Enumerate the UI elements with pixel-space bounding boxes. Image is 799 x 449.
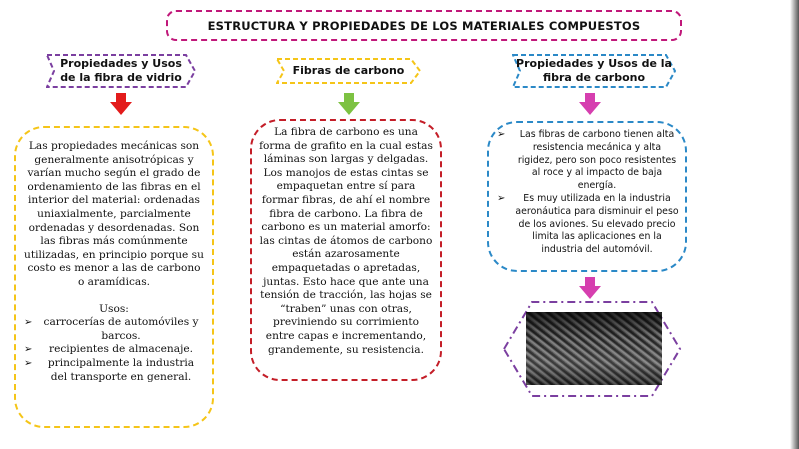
arrow-down-icon: [579, 93, 601, 115]
tag-label: Propiedades y Usos de la fibra de vidrio: [60, 57, 182, 84]
tag-label: Fibras de carbono: [292, 64, 405, 77]
card-usos-fibra-carbono: [487, 121, 687, 272]
arrow-down-icon: [579, 277, 601, 299]
fibras-carbono-description: La fibra de carbono es una forma de grafito en la cual estas láminas son largas y delgadas. Los manojos de estas cintas se empaquetan entre sí para formar fibras, de ahí el nombre fibra de carbono. La fibra de carbono es un material amorfo: las cintas de átomos de carbono están azarosamente empaquetadas o apretadas, juntas. Esto hace que ante una tensión de tracción, las hojas se “traben” unas con otras, previniendo su corrimiento entre capas e incrementando, grandemente, su resistencia.: [259, 126, 433, 356]
list-item: ➢ carrocerías de automóviles y barcos.: [24, 316, 204, 343]
diagram-title: ESTRUCTURA Y PROPIEDADES DE LOS MATERIALES COMPUESTOS: [166, 10, 682, 41]
tag-fibras-carbono: [276, 58, 421, 84]
tag-fibra-vidrio: [46, 54, 196, 88]
carbon-fiber-photo: [526, 312, 662, 385]
fibra-vidrio-description: Las propiedades mecánicas son generalmente anisotrópicas y varían mucho según el grado de ordenamiento de las fibras en el interior del material: ordenadas uniaxialmente, parcialmente ordenadas y desordenadas. Son las fibras más comúnmente utilizadas, en principio porque su costo es menor a las de carbono o aramídicas.: [24, 140, 204, 288]
page-edge: [790, 0, 799, 449]
arrow-down-icon: [110, 93, 132, 115]
list-item: ➢ Las fibras de carbono tienen alta resistencia mecánica y alta rigidez, pero son poco resistentes al roce y al impacto de baja energía.: [497, 129, 679, 193]
properties-list: [497, 129, 679, 257]
card-fibras-carbono: [250, 119, 442, 381]
uses-heading: Usos:: [99, 302, 129, 315]
uses-list: [24, 316, 204, 384]
arrow-down-icon: [338, 93, 360, 115]
list-item: ➢ recipientes de almacenaje.: [24, 343, 204, 357]
list-item: ➢ Es muy utilizada en la industria aeronáutica para disminuir el peso de los aviones. Su elevado precio limita las aplicaciones en la industria del automóvil.: [497, 193, 679, 257]
list-item: ➢ principalmente la industria del transporte en general.: [24, 357, 204, 384]
card-fibra-vidrio: [14, 126, 214, 428]
tag-usos-fibra-carbono: [512, 54, 676, 88]
tag-label: Propiedades y Usos de la fibra de carbono: [516, 57, 672, 84]
